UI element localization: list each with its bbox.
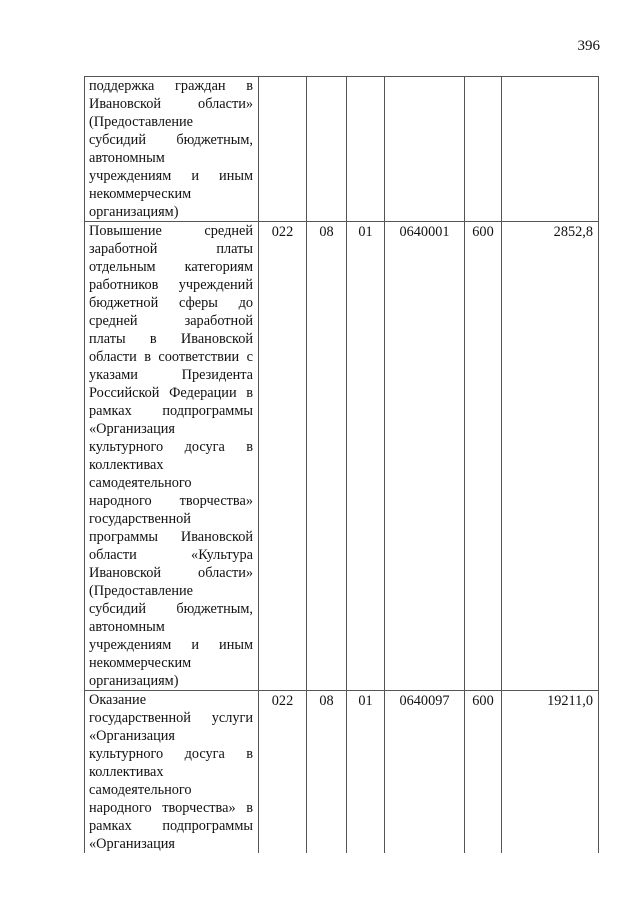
description-line: отдельным категориям [89, 259, 253, 275]
description-line: программы Ивановской [89, 529, 253, 545]
description-line: организациям) [89, 673, 179, 689]
description-line: рамках подпрограммы [89, 403, 253, 419]
description-line: учреждениям и иным [89, 637, 253, 653]
description-line: некоммерческим [89, 655, 192, 671]
description-line: платы в Ивановской [89, 331, 253, 347]
section-code: 08 [307, 691, 347, 854]
amount-cell: 19211,0 [502, 691, 599, 854]
description-line: самодеятельного [89, 782, 192, 798]
section-code [307, 77, 347, 222]
description-line: Ивановской области» [89, 565, 253, 581]
description-line: самодеятельного [89, 475, 192, 491]
ministry-code: 022 [259, 222, 307, 691]
row-description [85, 222, 259, 691]
subsection-code [347, 77, 385, 222]
amount-cell: 2852,8 [502, 222, 599, 691]
subsection-code: 01 [347, 222, 385, 691]
target-article-code: 0640097 [385, 691, 465, 854]
description-line: бюджетной сферы до [89, 295, 253, 311]
description-line: культурного досуга в [89, 746, 253, 762]
description-line: автономным [89, 619, 165, 635]
description-line: работников учреждений [89, 277, 253, 293]
description-line: субсидий бюджетным, [89, 601, 253, 617]
subsection-code: 01 [347, 691, 385, 854]
target-article-code [385, 77, 465, 222]
description-line: учреждениям и иным [89, 168, 253, 184]
page-number: 396 [577, 38, 600, 54]
description-line: коллективах [89, 457, 164, 473]
description-line: средней заработной [89, 313, 253, 329]
description-line: (Предоставление [89, 583, 193, 599]
description-line: коллективах [89, 764, 164, 780]
description-line: рамках подпрограммы [89, 818, 253, 834]
description-line: государственной услуги [89, 710, 253, 726]
expense-type-code: 600 [465, 222, 502, 691]
description-line: народного творчества» [89, 493, 253, 509]
description-line: «Организация [89, 421, 176, 437]
description-line: организациям) [89, 204, 179, 220]
description-line: поддержка граждан в [89, 78, 253, 94]
description-line: Повышение средней [89, 223, 253, 239]
description-line: Оказание [89, 692, 147, 708]
table-row [85, 222, 599, 691]
description-line: автономным [89, 150, 165, 166]
description-line: «Организация [89, 836, 176, 852]
ministry-code [259, 77, 307, 222]
expense-type-code: 600 [465, 691, 502, 854]
ministry-code: 022 [259, 691, 307, 854]
amount-cell [502, 77, 599, 222]
description-line: государственной [89, 511, 191, 527]
description-line: Ивановской области» [89, 96, 253, 112]
description-line: (Предоставление [89, 114, 193, 130]
description-line: указами Президента [89, 367, 253, 383]
section-code: 08 [307, 222, 347, 691]
table-body [85, 77, 599, 854]
description-line: «Организация [89, 728, 176, 744]
target-article-code: 0640001 [385, 222, 465, 691]
row-description [85, 77, 259, 222]
expense-type-code [465, 77, 502, 222]
row-description [85, 691, 259, 854]
description-line: заработной платы [89, 241, 253, 257]
table-row [85, 77, 599, 222]
description-line: некоммерческим [89, 186, 192, 202]
table-row [85, 691, 599, 854]
description-line: области в соответствии с [89, 349, 253, 365]
description-line: субсидий бюджетным, [89, 132, 253, 148]
budget-table [84, 76, 599, 853]
description-line: культурного досуга в [89, 439, 253, 455]
description-line: народного творчества» в [89, 800, 253, 816]
description-line: Российской Федерации в [89, 385, 253, 401]
description-line: области «Культура [89, 547, 253, 563]
